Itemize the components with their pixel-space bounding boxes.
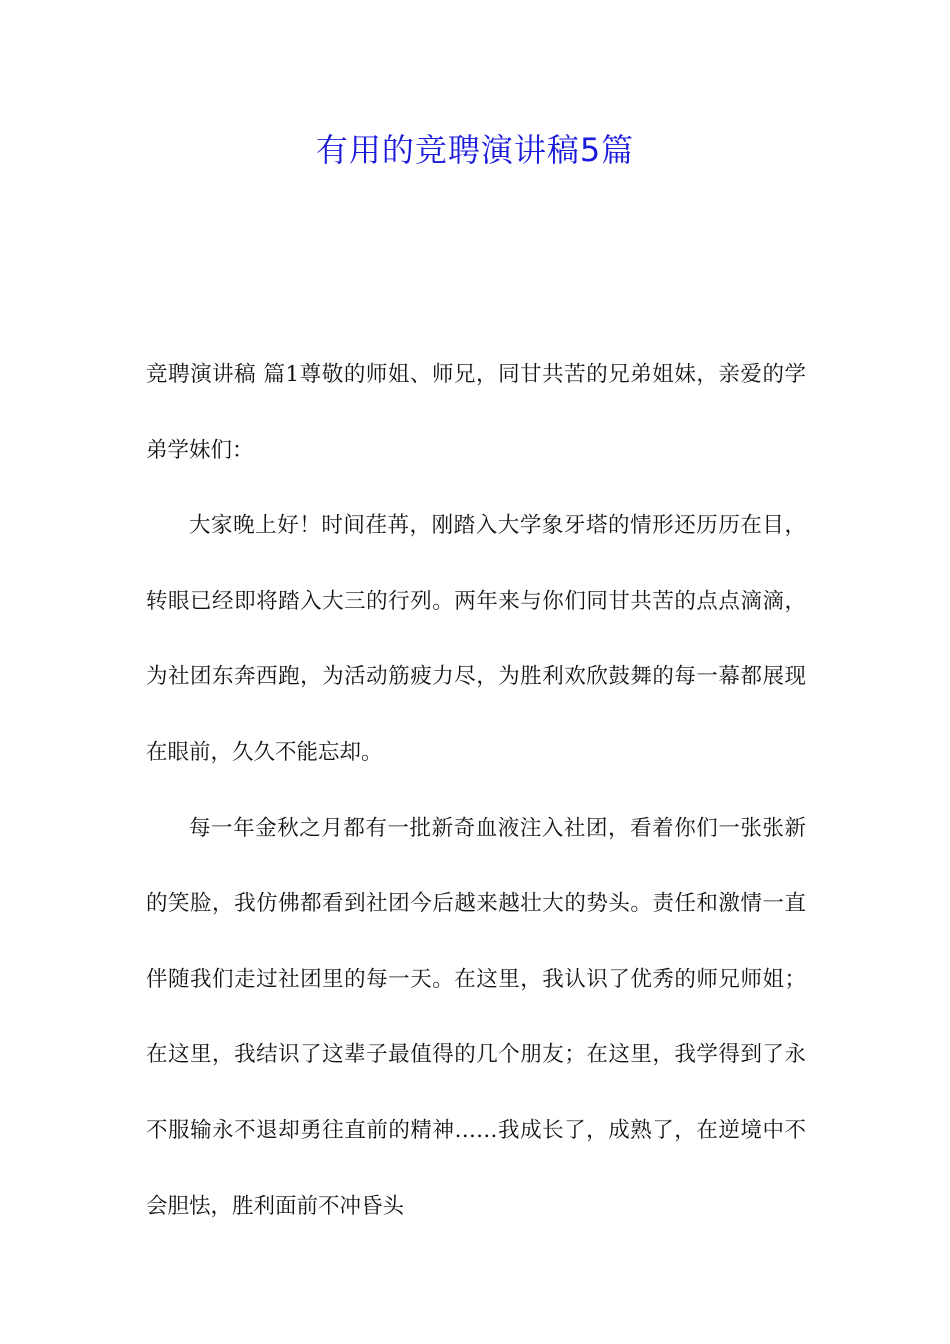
document-body	[146, 337, 806, 1244]
paragraph-reflection: 每一年金秋之月都有一批新奇血液注入社团，看着你们一张张新的笑脸，我仿佛都看到社团今后越来越壮大的势头。责任和激情一直伴随我们走过社团里的每一天。在这里，我认识了优秀的师兄师姐；在这里，我结识了这辈子最值得的几个朋友；在这里，我学得到了永不服输永不退却勇往直前的精神……我成长了，成熟了，在逆境中不会胆怯，胜利面前不冲昏头	[146, 815, 806, 1219]
paragraph-opening: 竞聘演讲稿 篇1尊敬的师姐、师兄，同甘共苦的兄弟姐妹，亲爱的学弟学妹们：	[146, 362, 806, 463]
document-title: 有用的竞聘演讲稿5篇	[315, 131, 635, 169]
paragraph-greeting: 大家晚上好！时间荏苒，刚踏入大学象牙塔的情形还历历在目，转眼已经即将踏入大三的行列。两年来与你们同甘共苦的点点滴滴，为社团东奔西跑，为活动筋疲力尽，为胜利欢欣鼓舞的每一幕都展现在眼前，久久不能忘却。	[146, 513, 806, 765]
